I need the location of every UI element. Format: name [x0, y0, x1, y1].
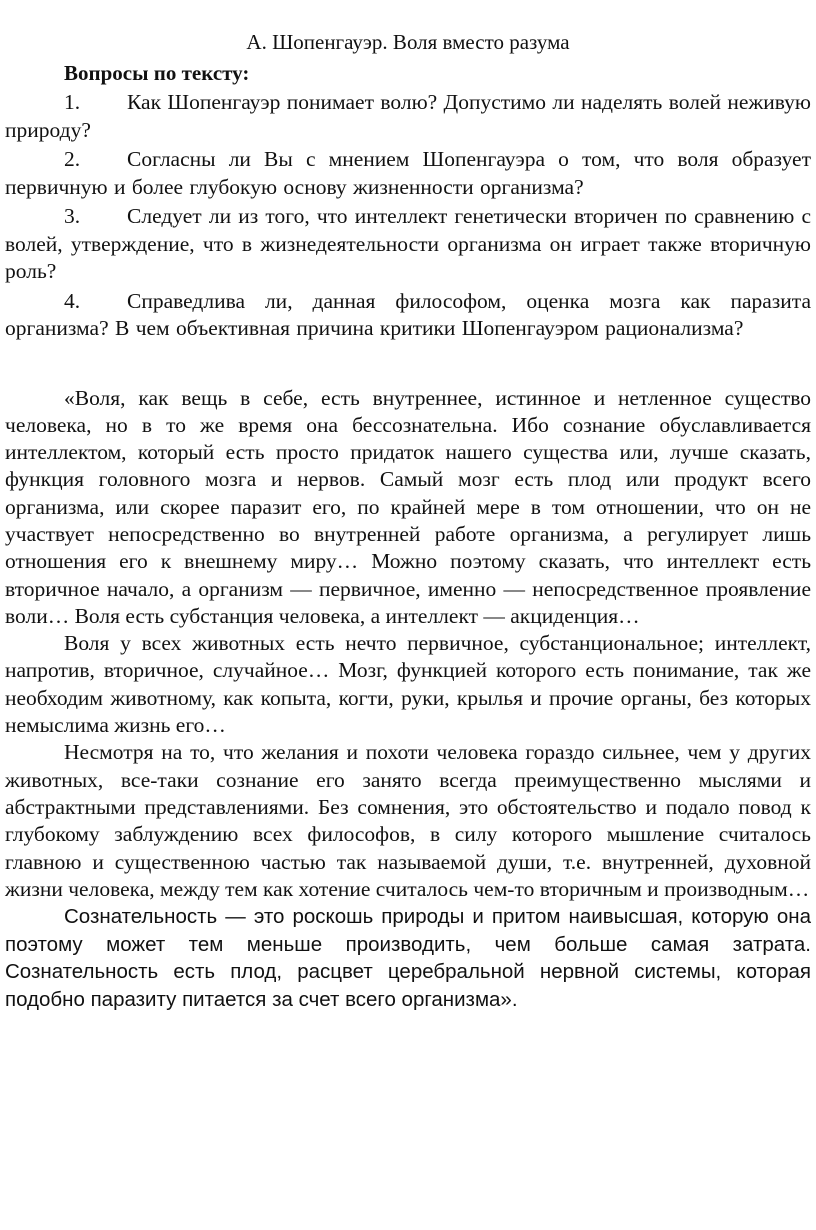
question-number: 4.: [64, 288, 81, 313]
quote-paragraph: «Воля, как вещь в себе, есть внутреннее, истинное и нетленное существо человека, но в то же время она бессознательна. Ибо сознание обуславливается интеллектом, который есть просто придаток нашего существа или, лучше сказать, функция головного мозга и нервов. Самый мозг есть плод или продукт всего организма, или скорее паразит его, по крайней мере в том отношении, что он не участвует непосредственно во внутренней работе организма, а регулирует лишь отношения его к внешнему миру… Можно поэтому сказать, что интеллект есть вторичное начало, а организм — первичное, именно — непосредственное проявление воли… Воля есть субстанция человека, а интеллект — акциденция…: [5, 385, 811, 628]
question-item: [5, 203, 811, 286]
section-gap: [5, 345, 811, 385]
document-page: [5, 28, 811, 1013]
quote-paragraph: Сознательность — это роскошь природы и притом наивысшая, которую она поэтому может тем меньше производить, чем больше самая затрата. Сознательность есть плод, расцвет церебральной нервной системы, которая подобно паразиту питается за счет всего организма».: [5, 905, 811, 1011]
questions-heading: Вопросы по тексту:: [64, 61, 250, 85]
document-title: А. Шопенгауэр. Воля вместо разума: [246, 30, 570, 54]
question-number: 1.: [64, 90, 81, 114]
question-item: [5, 288, 811, 343]
quote-paragraph: Несмотря на то, что желания и похоти человека гораздо сильнее, чем у других животных, все-таки сознание его занято всегда преимущественно мыслями и абстрактными представлениями. Без сомнения, это обстоятельство и подало повод к глубокому заблуждению всех философов, в силу которого мышление считалось главною и существенною частью так называемой души, т.е. внутренней, духовной жизни человека, между тем как хотение считалось чем-то вторичным и производным…: [5, 740, 811, 901]
question-item: [5, 89, 811, 144]
quote-paragraph: Воля у всех животных есть нечто первичное, субстанциональное; интеллект, напротив, вторичное, случайное… Мозг, функцией которого есть понимание, так же необходим животному, как копыта, когти, руки, крылья и прочие органы, без которых немыслима жизнь его…: [5, 631, 811, 738]
question-item: [5, 146, 811, 201]
question-text: Справедлива ли, данная философом, оценка мозга как паразита организма? В чем объективная причина критики Шопенгауэром рационализма?: [5, 288, 811, 340]
question-text: Как Шопенгауэр понимает волю? Допустимо ли наделять волей неживую природу?: [5, 90, 811, 142]
question-text: Согласны ли Вы с мнением Шопенгауэра о том, что воля образует первичную и более глубокую основу жизненности организма?: [5, 147, 811, 199]
question-text: Следует ли из того, что интеллект генетически вторичен по сравнению с волей, утверждение, что в жизнедеятельности организма он играет также вторичную роль?: [5, 204, 811, 283]
question-number: 2.: [64, 147, 81, 171]
question-number: 3.: [64, 204, 81, 228]
